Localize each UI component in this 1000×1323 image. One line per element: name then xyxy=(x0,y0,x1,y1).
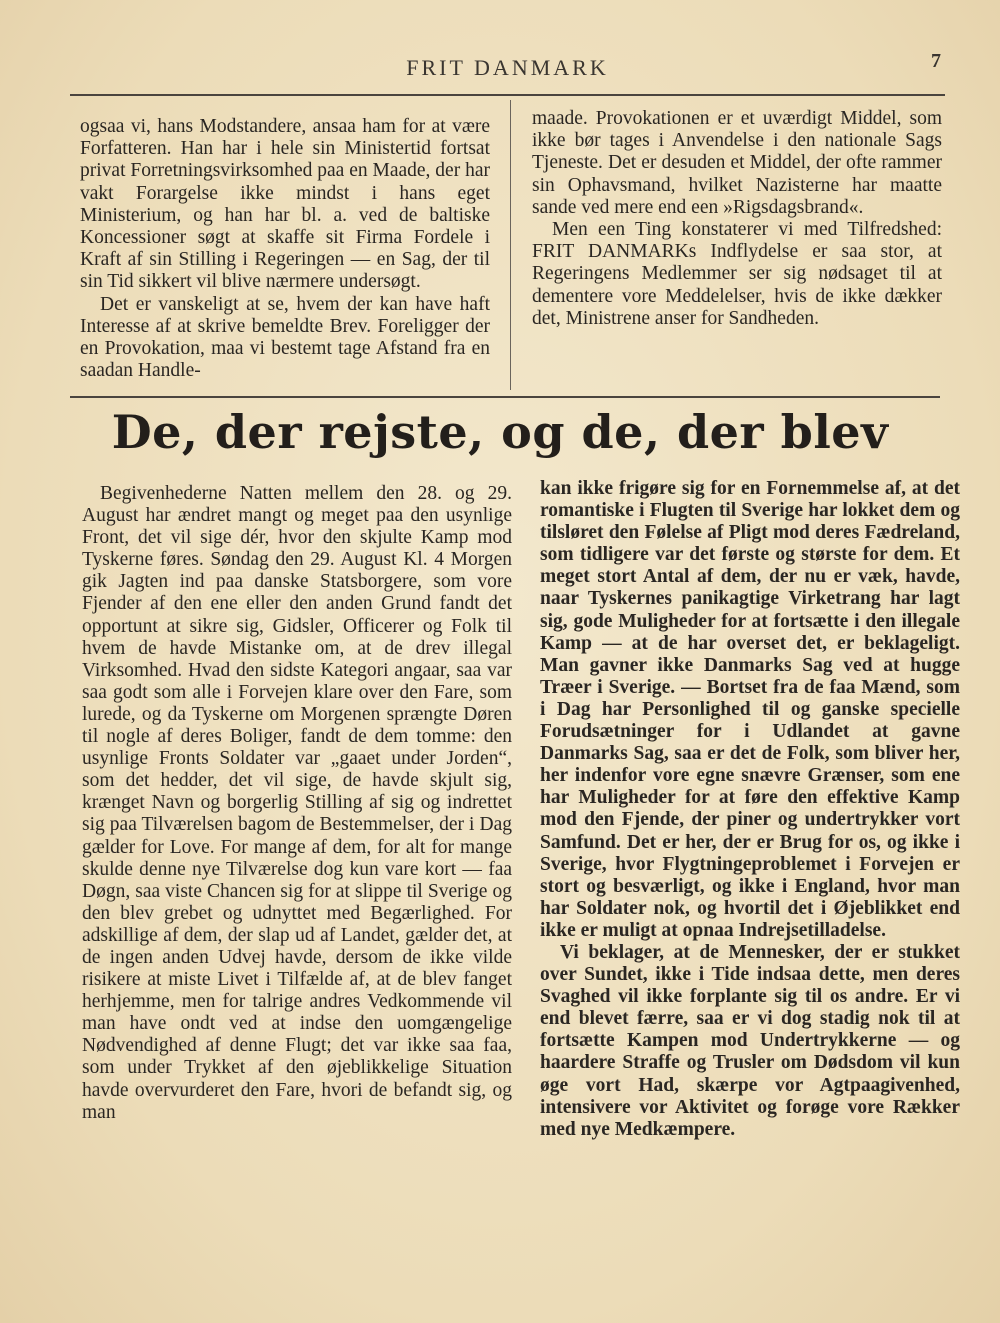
top-left-paragraph-1: ogsaa vi, hans Modstandere, ansaa ham for at være Forfatteren. Han har i hele sin Ministertid fortsat privat Forretningsvirksomhed paa en Maade, der har vakt Forargelse ikke mindst i hans eget Ministerium, og han har bl. a. ved de baltiske Koncessioner søgt at skaffe sit Firma Fordele i Kraft af sin Stilling i Regeringen — en Sag, der til sin Tid sikkert vil blive nærmere undersøgt. xyxy=(80,116,490,293)
header-rule xyxy=(70,94,945,96)
article-left-paragraph-1: Begivenhederne Natten mellem den 28. og 29. August har ændret mangt og meget paa den usynlige Front, det vil sige dér, hvor den skjulte Kamp mod Tyskerne føres. Søndag den 29. August Kl. 4 Morgen gik Jagten ind paa danske Statsborgere, som vore Fjender af den ene eller den anden Grund fandt det opportunt at sikre sig, Gidsler, Officerer og Folk til hvem de havde Mistanke om, at de drev illegal Virksomhed. Hvad den sidste Kategori angaar, saa var saa godt som alle i Forvejen klare over den Fare, som lurede, og da Tyskerne om Morgenen sprængte Døren til nogle af deres Boliger, fandt de dem tomme: den usynlige Fronts Soldater var „gaaet under Jorden“, som det hedder, det vil sige, de havde skjult sig, krænget Navn og borgerlig Stilling af sig og indrettet sig paa Tilværelsen bagom de Bestemmelser, der i Dag gælder for Love. For mange af dem, for alt for mange skulde denne nye Tilværelse dog kun vare kort — faa Døgn, saa viste Chancen sig for at slippe til Sverige og den blev grebet og udnyttet med Begærlighed. For adskillige af dem, der slap ud af Landet, gælder det, at de ingen anden Udvej havde, dersom de ikke vilde risikere at miste Livet i Tilfælde af, at de blev fanget herhjemme, men for talrige andres Vedkommende vil man have ondt ved at indse den uomgængelige Nødvendighed af denne Flugt; det var ikke saa faa, som under Trykket af den øjeblikkelige Situation havde overvurderet den Fare, hvori de befandt sig, og man xyxy=(82,483,512,1123)
article-left-column xyxy=(82,483,512,1124)
top-left-paragraph-2: Det er vanskeligt at se, hvem der kan have haft Interesse af at skrive bemeldte Brev. Foreligger der en Provokation, maa vi bestemt tage Afstand fra en saadan Handle- xyxy=(80,293,490,382)
top-right-paragraph-2: Men een Ting konstaterer vi med Tilfredshed: FRIT DANMARKs Indflydelse er saa stor, at Regeringens Medlemmer ser sig nødsaget til at dementere vore Meddelelser, hvis de ikke dækker det, Ministrene anser for Sandheden. xyxy=(532,219,942,329)
page-header xyxy=(70,50,945,100)
page-number: 7 xyxy=(931,50,941,72)
article-right-paragraph-1: kan ikke frigøre sig for en Fornemmelse af, at det romantiske i Flugten til Sverige har lokket dem og tilsløret den Følelse af Pligt mod deres Fædreland, som tidligere var det første og største for dem. Et meget stort Antal af dem, der nu er væk, havde, naar Tyskernes panikagtige Virketrang har lagt sig, gode Muligheder for at fortsætte i den illegale Kamp — at de har overset det, er beklageligt. Man gavner ikke Danmarks Sag ved at hugge Træer i Sverige. — Bortset fra de faa Mænd, som i Dag har Personlighed til og ganske specielle Forudsætninger for i Udlandet at gavne Danmarks Sag, saa er det de Folk, som bliver her, her indenfor vore egne snævre Grænser, som ene har Muligheder for at føre den effektive Kamp mod den Fjende, der piner og undertrykker vort Samfund. Det er her, der er Brug for os, og ikke i Sverige, hvor Flygtningeproblemet i Forvejen er stort og besværligt, og ikke i England, hvor man har Soldater nok, og hvortil det i Øjeblikket end ikke er muligt at opnaa Indrejsetilladelse. xyxy=(540,478,960,941)
article-right-column xyxy=(540,478,960,1141)
article-right-paragraph-2: Vi beklager, at de Mennesker, der er stukket over Sundet, ikke i Tide indsaa dette, men deres Svaghed vil ikke forplante sig til os andre. Er vi end blevet færre, saa er vi dog stadig nok til at fortsætte Kampen mod Undertrykkerne — og haardere Straffe og Trusler om Dødsdom vil kun øge vort Had, skærpe vor Agtpaagivenhed, intensivere vor Aktivitet og forøge vore Rækker med nye Medkæmpere. xyxy=(540,941,960,1140)
section-divider xyxy=(70,396,940,398)
top-right-paragraph-1: maade. Provokationen er et uværdigt Middel, som ikke bør tages i Anvendelse i den nationale Sags Tjeneste. Det er desuden et Middel, der ofte rammer sin Ophavsmand, hvilket Nazisterne har maatte sande ved mere end een »Rigsdagsbrand«. xyxy=(532,108,942,218)
article-headline: De, der rejste, og de, der blev xyxy=(111,405,889,459)
top-left-column xyxy=(80,116,490,382)
publication-title: FRIT DANMARK xyxy=(406,55,609,80)
top-right-column xyxy=(532,108,942,330)
column-divider xyxy=(510,100,511,390)
